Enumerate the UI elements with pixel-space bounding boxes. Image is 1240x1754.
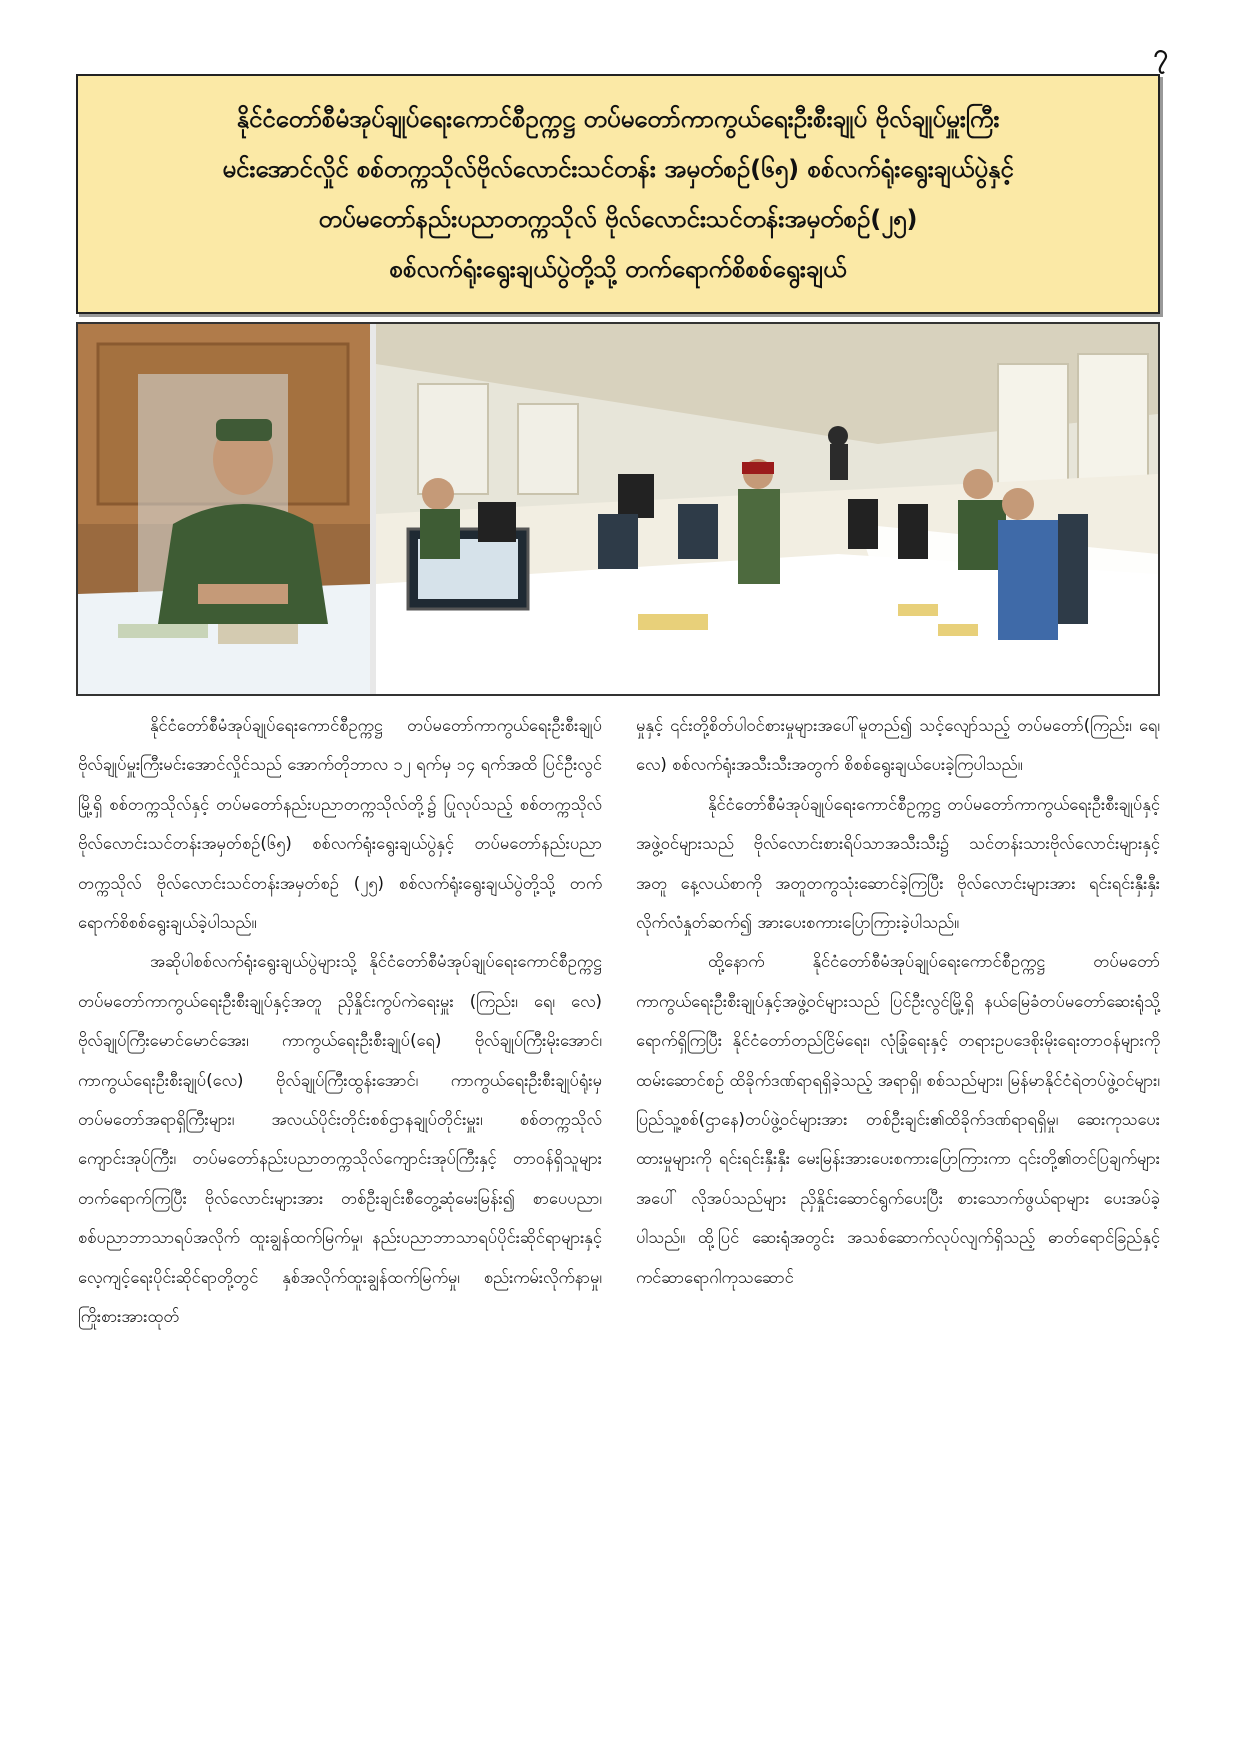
paragraph: မှုနှင့် ၎င်းတို့စိတ်ပါဝင်စားမှုများအပေါ်မူတည်၍ သင့်လျော်သည့် တပ်မတော်(ကြည်း၊ ရေ၊ လေ) စစ်လက်ရုံးအသီးသီးအတွက် စိစစ်ရွေးချယ်ပေးခဲ့ကြပါသည်။ (636, 716, 1160, 775)
headline-line-2: မင်းအောင်လှိုင် စစ်တက္ကသိုလ်ဗိုလ်လောင်းသင်တန်း အမှတ်စဉ်(၆၅) စစ်လက်ရုံးရွေးချယ်ပွဲနှင့် (222, 155, 1014, 183)
headline-box (76, 74, 1160, 314)
paragraph: နိုင်ငံတော်စီမံအုပ်ချုပ်ရေးကောင်စီဥက္ကဋ္ဌ တပ်မတော်ကာကွယ်ရေးဦးစီးချုပ် ဗိုလ်ချုပ်မှူးကြီးမင်းအောင်လှိုင်သည် အောက်တိုဘာလ ၁၂ ရက်မှ ၁၄ ရက်အထိ ပြင်ဦးလွင်မြို့ရှိ စစ်တက္ကသိုလ်နှင့် တပ်မတော်နည်းပညာတက္ကသိုလ်တို့၌ ပြုလုပ်သည့် စစ်တက္ကသိုလ်ဗိုလ်လောင်းသင်တန်းအမှတ်စဉ်(၆၅) စစ်လက်ရုံးရွေးချယ်ပွဲနှင့် တပ်မတော်နည်းပညာတက္ကသိုလ် ဗိုလ်လောင်းသင်တန်းအမှတ်စဉ် (၂၅) စစ်လက်ရုံးရွေးချယ်ပွဲတို့သို့ တက်ရောက်စိစစ်ရွေးချယ်ခဲ့ပါသည်။ (78, 716, 602, 933)
page-number: ၇ (1153, 39, 1168, 69)
article-body (78, 706, 1160, 1716)
right-column (636, 706, 1160, 1716)
headline-line-1: နိုင်ငံတော်စီမံအုပ်ချုပ်ရေးကောင်စီဥက္ကဋ္ဌ တပ်မတော်ကာကွယ်ရေးဦးစီးချုပ် ဗိုလ်ချုပ်မှူးကြီး (236, 105, 1000, 133)
paragraph: ထို့နောက် နိုင်ငံတော်စီမံအုပ်ချုပ်ရေးကောင်စီဥက္ကဋ္ဌ တပ်မတော်ကာကွယ်ရေးဦးစီးချုပ်နှင့်အဖွဲ့ဝင်များသည် ပြင်ဦးလွင်မြို့ရှိ နယ်မြေခံတပ်မတော်ဆေးရုံသို့ ရောက်ရှိကြပြီး နိုင်ငံတော်တည်ငြိမ်ရေး၊ လုံခြုံရေးနှင့် တရားဥပဒေစိုးမိုးရေးတာဝန်များကို ထမ်းဆောင်စဉ် ထိခိုက်ဒဏ်ရာရရှိခဲ့သည့် အရာရှိ၊ စစ်သည်များ၊ မြန်မာနိုင်ငံရဲတပ်ဖွဲ့ဝင်များ၊ ပြည်သူ့စစ်(ဌာနေ)တပ်ဖွဲ့ဝင်များအား တစ်ဦးချင်း၏ထိခိုက်ဒဏ်ရာရရှိမှု၊ ဆေးကုသပေးထားမှုများကို ရင်းရင်းနှီးနှီး မေးမြန်းအားပေးစကားပြောကြားကာ ၎င်းတို့၏တင်ပြချက်များအပေါ် လိုအပ်သည်များ ညှိနှိုင်းဆောင်ရွက်ပေးပြီး စားသောက်ဖွယ်ရာများ ပေးအပ်ခဲ့ပါသည်။ ထို့ပြင် ဆေးရုံအတွင်း အသစ်ဆောက်လုပ်လျက်ရှိသည့် ဓာတ်ရောင်ခြည်နှင့် ကင်ဆာရောဂါကုသဆောင် (636, 952, 1160, 1287)
left-column (78, 706, 602, 1716)
paragraph: အဆိုပါစစ်လက်ရုံးရွေးချယ်ပွဲများသို့ နိုင်ငံတော်စီမံအုပ်ချုပ်ရေးကောင်စီဥက္ကဋ္ဌ တပ်မတော်ကာကွယ်ရေးဦးစီးချုပ်နှင့်အတူ ညှိနှိုင်းကွပ်ကဲရေးမှူး (ကြည်း၊ ရေ၊ လေ) ဗိုလ်ချုပ်ကြီးမောင်မောင်အေး၊ ကာကွယ်ရေးဦးစီးချုပ်(ရေ) ဗိုလ်ချုပ်ကြီးမိုးအောင်၊ ကာကွယ်ရေးဦးစီးချုပ်(လေ) ဗိုလ်ချုပ်ကြီးထွန်းအောင်၊ ကာကွယ်ရေးဦးစီးချုပ်ရုံးမှ တပ်မတော်အရာရှိကြီးများ၊ အလယ်ပိုင်းတိုင်းစစ်ဌာနချုပ်တိုင်းမှူး၊ စစ်တက္ကသိုလ်ကျောင်းအုပ်ကြီး၊ တပ်မတော်နည်းပညာတက္ကသိုလ်ကျောင်းအုပ်ကြီးနှင့် တာဝန်ရှိသူများ တက်ရောက်ကြပြီး ဗိုလ်လောင်းများအား တစ်ဦးချင်းစီတွေ့ဆုံမေးမြန်း၍ စာပေပညာ၊ စစ်ပညာဘာသာရပ်အလိုက် ထူးချွန်ထက်မြက်မှု၊ နည်းပညာဘာသာရပ်ပိုင်းဆိုင်ရာများနှင့် လေ့ကျင့်ရေးပိုင်းဆိုင်ရာတို့တွင် နှစ်အလိုက်ထူးချွန်ထက်မြက်မှု၊ စည်းကမ်းလိုက်နာမှု၊ ကြိုးစားအားထုတ် (78, 952, 602, 1327)
paragraph: နိုင်ငံတော်စီမံအုပ်ချုပ်ရေးကောင်စီဥက္ကဋ္ဌ တပ်မတော်ကာကွယ်ရေးဦးစီးချုပ်နှင့်အဖွဲ့ဝင်များသည် ဗိုလ်လောင်းစားရိပ်သာအသီးသီး၌ သင်တန်းသားဗိုလ်လောင်းများနှင့်အတူ နေ့လယ်စာကို အတူတကွသုံးဆောင်ခဲ့ကြပြီး ဗိုလ်လောင်းများအား ရင်းရင်းနှီးနှီး လိုက်လံနှုတ်ဆက်၍ အားပေးစကားပြောကြားခဲ့ပါသည်။ (636, 794, 1160, 933)
headline-line-3: တပ်မတော်နည်းပညာတက္ကသိုလ် ဗိုလ်လောင်းသင်တန်းအမှတ်စဉ်(၂၅) (318, 205, 918, 233)
meeting-hall-illustration (78, 324, 1158, 694)
news-photo (76, 322, 1160, 696)
headline-line-4: စစ်လက်ရုံးရွေးချယ်ပွဲတို့သို့ တက်ရောက်စိစစ်ရွေးချယ် (389, 255, 847, 283)
